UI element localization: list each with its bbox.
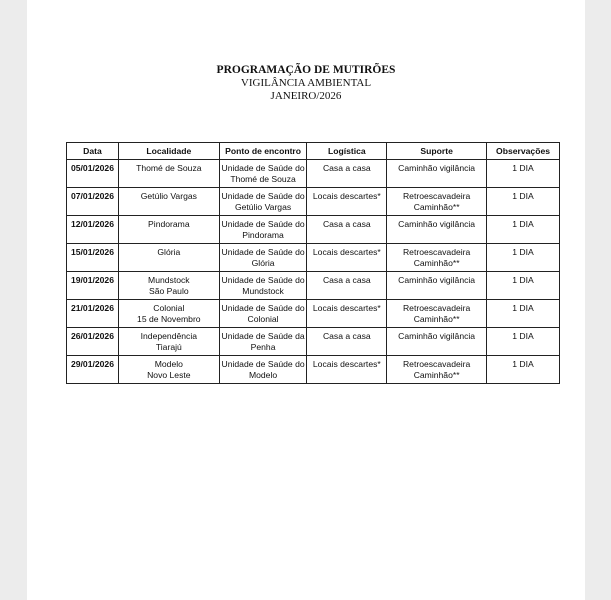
localidade-cell-text: Mundstock São Paulo	[148, 275, 190, 296]
logistica-cell-text: Casa a casa	[322, 219, 371, 229]
table-row	[67, 216, 560, 244]
ponto-encontro-cell	[219, 216, 307, 244]
logistica-cell	[307, 216, 387, 244]
observacoes-cell-text: 1 DIA	[512, 219, 534, 229]
observacoes-cell-text: 1 DIA	[512, 331, 534, 341]
table-row	[67, 244, 560, 272]
localidade-cell	[118, 244, 219, 272]
observacoes-cell-text: 1 DIA	[512, 359, 534, 369]
observacoes-cell-text: 1 DIA	[512, 247, 534, 257]
localidade-cell	[118, 328, 219, 356]
suporte-cell	[387, 160, 487, 188]
localidade-cell-text: Modelo Novo Leste	[147, 359, 191, 380]
table-row	[67, 188, 560, 216]
date-cell	[67, 216, 119, 244]
date-cell-text: 12/01/2026	[70, 219, 114, 229]
date-cell	[67, 272, 119, 300]
table-row	[67, 328, 560, 356]
column-header-observacoes: Observações	[487, 143, 560, 160]
suporte-cell-text: Caminhão vigilância	[398, 163, 476, 173]
ponto-encontro-cell	[219, 244, 307, 272]
localidade-cell-text: Glória	[157, 247, 181, 257]
ponto-encontro-cell-text: Unidade de Saúde do Mundstock	[221, 275, 305, 296]
observacoes-cell-text: 1 DIA	[512, 191, 534, 201]
date-cell	[67, 188, 119, 216]
observacoes-cell-text: 1 DIA	[512, 303, 534, 313]
observacoes-cell	[487, 188, 560, 216]
document-header	[27, 64, 585, 103]
suporte-cell-text: Retroescavadeira Caminhão**	[402, 359, 471, 380]
date-cell-text: 05/01/2026	[70, 163, 114, 173]
document-period: JANEIRO/2026	[270, 90, 342, 102]
ponto-encontro-cell-text: Unidade de Saúde do Colonial	[221, 303, 305, 324]
ponto-encontro-cell	[219, 356, 307, 384]
ponto-encontro-cell-text: Unidade de Saúde do Pindorama	[221, 219, 305, 240]
table-header-row	[67, 143, 560, 160]
ponto-encontro-cell	[219, 272, 307, 300]
logistica-cell	[307, 328, 387, 356]
suporte-cell	[387, 244, 487, 272]
column-header-data: Data	[67, 143, 119, 160]
localidade-cell	[118, 300, 219, 328]
suporte-cell	[387, 356, 487, 384]
suporte-cell	[387, 188, 487, 216]
logistica-cell-text: Locais descartes*	[312, 359, 381, 369]
suporte-cell	[387, 328, 487, 356]
table-row	[67, 160, 560, 188]
logistica-cell-text: Casa a casa	[322, 331, 371, 341]
suporte-cell	[387, 216, 487, 244]
observacoes-cell	[487, 328, 560, 356]
localidade-cell-text: Colonial 15 de Novembro	[137, 303, 201, 324]
ponto-encontro-cell	[219, 300, 307, 328]
date-cell	[67, 160, 119, 188]
logistica-cell-text: Locais descartes*	[312, 303, 381, 313]
observacoes-cell	[487, 160, 560, 188]
suporte-cell-text: Retroescavadeira Caminhão**	[402, 303, 471, 324]
date-cell-text: 26/01/2026	[70, 331, 114, 341]
suporte-cell-text: Caminhão vigilância	[398, 275, 476, 285]
date-cell-text: 21/01/2026	[70, 303, 114, 313]
document-page	[27, 0, 585, 600]
logistica-cell-text: Locais descartes*	[312, 247, 381, 257]
logistica-cell	[307, 300, 387, 328]
suporte-cell-text: Retroescavadeira Caminhão**	[402, 191, 471, 212]
observacoes-cell-text: 1 DIA	[512, 163, 534, 173]
observacoes-cell	[487, 216, 560, 244]
date-cell	[67, 356, 119, 384]
date-cell	[67, 300, 119, 328]
logistica-cell-text: Locais descartes*	[312, 191, 381, 201]
ponto-encontro-cell	[219, 328, 307, 356]
logistica-cell	[307, 160, 387, 188]
logistica-cell	[307, 244, 387, 272]
logistica-cell	[307, 272, 387, 300]
column-header-logistica: Logística	[307, 143, 387, 160]
schedule-table	[66, 142, 560, 384]
localidade-cell	[118, 272, 219, 300]
table-row	[67, 356, 560, 384]
suporte-cell	[387, 272, 487, 300]
localidade-cell	[118, 216, 219, 244]
column-header-suporte: Suporte	[387, 143, 487, 160]
date-cell-text: 07/01/2026	[70, 191, 114, 201]
logistica-cell-text: Casa a casa	[322, 163, 371, 173]
logistica-cell	[307, 356, 387, 384]
localidade-cell-text: Independência Tiarajú	[140, 331, 198, 352]
suporte-cell-text: Caminhão vigilância	[398, 219, 476, 229]
observacoes-cell-text: 1 DIA	[512, 275, 534, 285]
observacoes-cell	[487, 300, 560, 328]
suporte-cell-text: Caminhão vigilância	[398, 331, 476, 341]
observacoes-cell	[487, 272, 560, 300]
table-row	[67, 272, 560, 300]
date-cell-text: 19/01/2026	[70, 275, 114, 285]
date-cell-text: 29/01/2026	[70, 359, 114, 369]
date-cell	[67, 328, 119, 356]
date-cell	[67, 244, 119, 272]
ponto-encontro-cell-text: Unidade de Saúde da Penha	[221, 331, 305, 352]
document-title: PROGRAMAÇÃO DE MUTIRÕES	[216, 64, 396, 76]
ponto-encontro-cell	[219, 188, 307, 216]
ponto-encontro-cell	[219, 160, 307, 188]
observacoes-cell	[487, 356, 560, 384]
localidade-cell-text: Thomé de Souza	[136, 163, 202, 173]
observacoes-cell	[487, 244, 560, 272]
column-header-ponto: Ponto de encontro	[219, 143, 307, 160]
suporte-cell-text: Retroescavadeira Caminhão**	[402, 247, 471, 268]
logistica-cell-text: Casa a casa	[322, 275, 371, 285]
column-header-localidade: Localidade	[118, 143, 219, 160]
logistica-cell	[307, 188, 387, 216]
document-subtitle: VIGILÂNCIA AMBIENTAL	[240, 77, 372, 89]
suporte-cell	[387, 300, 487, 328]
localidade-cell	[118, 160, 219, 188]
localidade-cell-text: Pindorama	[148, 219, 190, 229]
ponto-encontro-cell-text: Unidade de Saúde do Modelo	[221, 359, 305, 380]
ponto-encontro-cell-text: Unidade de Saúde do Glória	[221, 247, 305, 268]
table-row	[67, 300, 560, 328]
ponto-encontro-cell-text: Unidade de Saúde do Getúlio Vargas	[221, 191, 305, 212]
localidade-cell-text: Getúlio Vargas	[140, 191, 197, 201]
localidade-cell	[118, 188, 219, 216]
ponto-encontro-cell-text: Unidade de Saúde do Thomé de Souza	[221, 163, 305, 184]
date-cell-text: 15/01/2026	[70, 247, 114, 257]
localidade-cell	[118, 356, 219, 384]
